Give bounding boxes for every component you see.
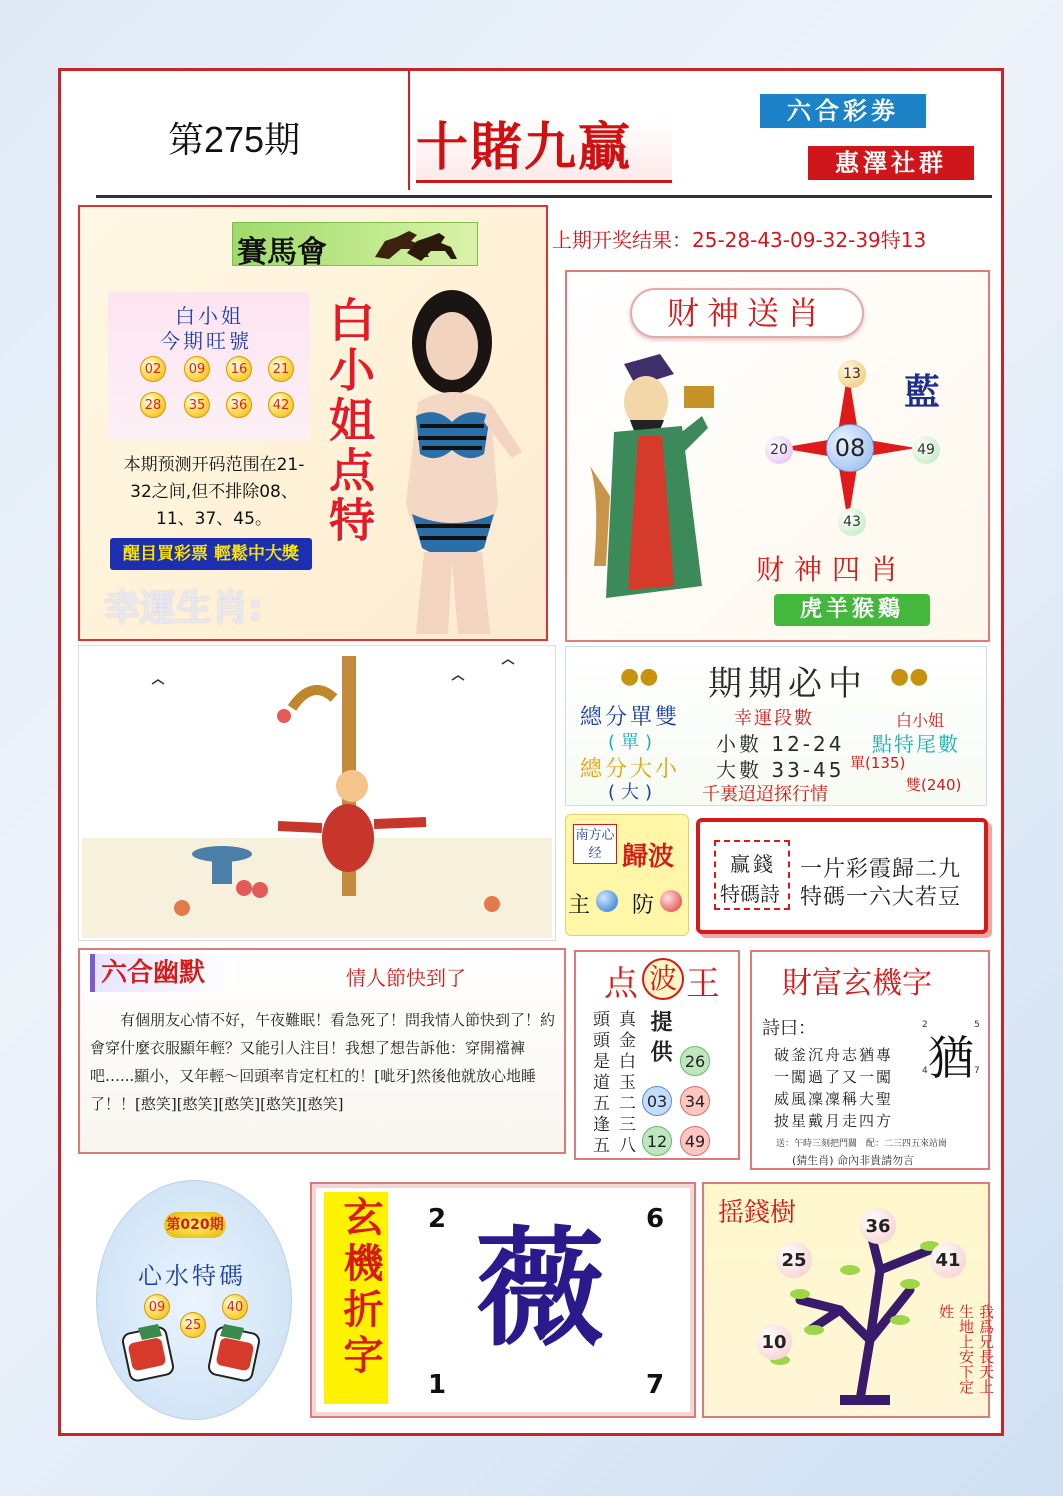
south-title: 歸波	[622, 842, 675, 872]
wealth-center-ball: 08	[826, 424, 874, 472]
dianbo-red-1: 34	[680, 1086, 710, 1116]
wealth-animals: 虎羊猴鷄	[774, 594, 930, 626]
lucky-ball-3: 16	[226, 356, 252, 382]
xinshui-ball-3: 25	[180, 1312, 206, 1338]
dianbo-title-a: 点	[604, 964, 638, 1004]
wealth-color: 藍	[904, 372, 941, 413]
humor-text: 有個朋友心情不好，午夜難眠！看急死了！問我情人節快到了！約會穿什麼衣服顯年輕？又能引人注目！我想了想告訴他：穿開襠褲吧…...顯小，又年輕～回頭率肯定杠杠的！[呲牙]然後他就放心地睡了！！[憨笑][憨笑][憨笑][憨笑][憨笑]	[90, 1011, 556, 1113]
brand-logo	[416, 117, 672, 183]
bizhong-r1b: 幸運段數	[734, 708, 814, 729]
riddle-line-2: 一闖過了又一闖	[774, 1068, 894, 1086]
humor-title: 六合幽默	[90, 954, 234, 992]
bizhong-r4b: 千裏迢迢探行情	[702, 784, 828, 805]
bizhong-coins-right: ●●	[890, 664, 929, 689]
south-guard-ball	[660, 890, 682, 912]
xinshui-ball-1: 09	[144, 1294, 170, 1320]
xinshui-ball-2: 40	[222, 1294, 248, 1320]
horse-title: 賽馬會	[237, 235, 327, 270]
riddle-line-4: 披星戴月走四方	[774, 1112, 894, 1130]
dianbo-green-1: 26	[680, 1046, 710, 1076]
bizhong-r1a: 總分單雙	[580, 705, 681, 730]
xinshui-title: 心水特碼	[138, 1262, 246, 1290]
poem-line-2: 特碼一六大若豆	[800, 885, 962, 910]
xuanji-br: 7	[646, 1370, 665, 1400]
lucky-ball-5: 28	[140, 392, 166, 418]
tree-ball-25: 25	[776, 1242, 812, 1278]
riddle-num-4: 4	[922, 1066, 928, 1076]
riddle-line-1: 破釜沉舟志猶專	[774, 1046, 894, 1064]
xinshui-badge: 第020期	[164, 1212, 226, 1238]
lucky-ball-1: 02	[140, 356, 166, 382]
horse-description: 本期预测开码范围在21-32之间,但不排除08、11、37、45。	[123, 455, 305, 529]
horse-ghost-text: 幸運生肖:	[104, 588, 263, 629]
header-divider-vertical	[408, 70, 410, 190]
riddle-num-2: 2	[922, 1020, 928, 1030]
poem-line-1: 一片彩霞歸二九	[800, 857, 962, 882]
riddle-num-5: 5	[974, 1020, 980, 1030]
dianbo-green-2: 12	[642, 1126, 672, 1156]
dianbo-label: 提供	[647, 1010, 672, 1070]
fist-right-icon	[204, 1320, 264, 1390]
bizhong-r1c: 白小姐	[896, 711, 945, 730]
wealth-top-ball: 13	[838, 360, 866, 388]
lucky-ball-8: 42	[268, 392, 294, 418]
riddle-shiyue: 詩曰：	[762, 1018, 816, 1039]
south-main-label: 主	[568, 893, 591, 918]
bizhong-coins-left: ●●	[620, 664, 659, 689]
horse-slogan: 醒目買彩票 輕鬆中大獎	[110, 538, 312, 570]
wealth-title-banner	[630, 288, 864, 338]
cartoon-illustration	[82, 648, 552, 938]
wealth-right-ball: 49	[912, 436, 940, 464]
bizhong-r3a: 總分大小	[580, 757, 681, 782]
poem-label-2: 特碼詩	[720, 882, 780, 906]
tree-title: 摇錢樹	[718, 1198, 797, 1228]
riddle-char: 猶	[928, 1031, 974, 1085]
dianbo-col-1: 頭頭是道五逢五	[589, 1010, 609, 1157]
dianbo-blue: 03	[642, 1086, 672, 1116]
wealth-title: 财神送肖	[666, 294, 827, 332]
brand-text: 十賭九贏	[416, 117, 633, 178]
wealth-god-figure	[584, 336, 724, 616]
fist-left-icon	[118, 1320, 178, 1390]
dianbo-title-b: 波	[642, 958, 684, 1000]
riddle-line-3: 威風凜凜稱大聖	[774, 1090, 894, 1108]
tag-community: 惠澤社群	[808, 146, 974, 180]
poem-label-1: 赢錢	[730, 852, 776, 876]
bizhong-title: 期期必中	[708, 664, 868, 704]
wealth-left-ball: 20	[765, 436, 793, 464]
bizhong-r3c: 單(135)	[850, 754, 906, 772]
lucky-ball-4: 21	[268, 356, 294, 382]
wealth-bottom-ball: 43	[838, 508, 866, 536]
dianbo-title-c: 王	[686, 964, 720, 1004]
xuanji-vertical: 玄機折字	[337, 1196, 383, 1380]
horse-vertical-title: 白小姐点特	[322, 296, 376, 546]
header-divider-horizontal	[96, 195, 992, 198]
lucky-ball-2: 09	[184, 356, 210, 382]
bizhong-r2c: 點特尾數	[872, 732, 960, 756]
bizhong-r2b: 小數 12-24	[716, 732, 845, 756]
xuanji-bl: 1	[428, 1370, 447, 1400]
tree-ball-36: 36	[860, 1208, 896, 1244]
riddle-num-7: 7	[974, 1066, 980, 1076]
riddle-title: 財富玄機字	[782, 966, 932, 1001]
humor-subtitle: 情人節快到了	[346, 966, 466, 990]
bizhong-r4a: (大)	[608, 782, 659, 803]
tree-illustration	[740, 1210, 960, 1410]
lucky-ball-6: 35	[184, 392, 210, 418]
tag-lottery: 六合彩劵	[760, 94, 926, 128]
xuanji-char: 薇	[476, 1214, 605, 1364]
south-guard-label: 防	[632, 893, 655, 918]
model-photo	[372, 282, 542, 634]
issue-number: 第275期	[168, 119, 301, 160]
south-main-ball	[596, 890, 618, 912]
bizhong-r3b: 大數 33-45	[716, 758, 845, 782]
xuanji-tl: 2	[428, 1204, 447, 1234]
card-title-2: 今期旺號	[160, 329, 252, 353]
xuanji-tr: 6	[646, 1204, 665, 1234]
riddle-note-2: (猜生肖) 命內非貴請勿言	[792, 1154, 915, 1167]
dianbo-col-2: 真金白玉二三八	[615, 1010, 635, 1157]
riddle-note: 送：午時三刻把門關 配：二三四五來站崗	[776, 1139, 948, 1149]
tree-ball-41: 41	[930, 1242, 966, 1278]
bizhong-r2a: (單)	[608, 732, 659, 753]
south-badge: 南方心经	[573, 824, 617, 864]
tree-ball-10: 10	[756, 1324, 792, 1360]
dianbo-red-2: 49	[680, 1126, 710, 1156]
bizhong-r4c: 雙(240)	[906, 776, 962, 794]
card-title-1: 白小姐	[175, 304, 244, 328]
tree-poem: 我爲兄長天上生地上安下定姓	[937, 1304, 995, 1394]
wealth-subtitle: 财神四肖	[756, 553, 909, 586]
lucky-ball-7: 36	[226, 392, 252, 418]
last-result: 上期开奖结果：25-28-43-09-32-39特13	[552, 228, 927, 252]
horse-title-bar	[232, 222, 478, 270]
horse-icon	[367, 223, 467, 265]
